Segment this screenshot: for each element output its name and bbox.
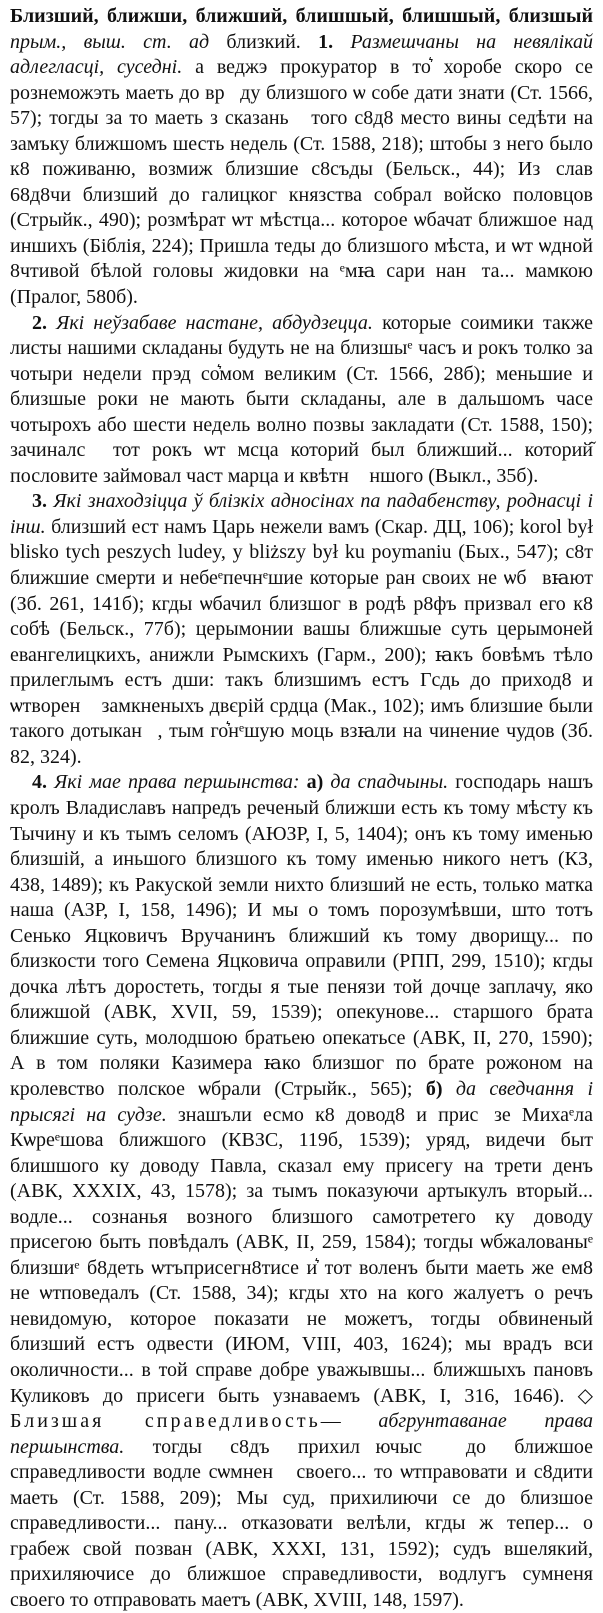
sense-4b-citations: знашъли есмо к8 довод8 и прис꙽зе Михаᵉла Кѡреᵉшова ближшого (КВЗС, 119б, 1539); уряд, видечи быт блишшого ку доводу Павла, сказал ему присегу на трети денъ (АВК, XXXIX, 43, 1578); за тымъ показуючи артыкулъ вторый... водле... сознанья возного близшого самотретего ку доводу присегою быть повѣдалъ (АВК, II, 259, 1584); тогды ѡбжалованыᵉ близшиᵉ б8деть ѡтъприсегн8тисе и͛ тот воленъ быти маеть же ем8 не ѡтповедалъ (Ст. 1588, 34); кгды хто на кого жалуетъ о речъ невидомую, которое показати не можетъ, тогды обвиненый близший естъ одвести (ИЮМ, VIII, 403, 1624); мы врадъ вси околичности... в той справе добре уважывшы... ближшыхъ пановъ Куликовъ до присеги быть узнаваемъ (АВК, I, 316, 1646). [10, 1103, 593, 1407]
sense-4-number: 4. [32, 771, 47, 794]
phrase-headword: Близшая справедливость [10, 1410, 321, 1433]
entry-base-word: близкий. [226, 30, 301, 53]
sense-1-number: 1. [318, 30, 334, 53]
phrase-diamond-icon: ◇ [577, 1384, 593, 1407]
sense-4b-label: б) [425, 1077, 443, 1100]
sense-3-citations: близший ест намъ Царь нежели вамъ (Скар. ДЦ, 106); korol był blisko tych peszych ludey, y bliższy był ku poymaniu (Бых., 547); с8т ближшие смерти и небеᵉпечнᵉшие которые ран своих не ѡб꙽вꙗют (Зб. 261, 141б); кгды ѡбачил близшог в родѣ р8фъ призвал его к8 собѣ (Бельск., 77б); церымонии вашы ближшые суть церымоней евангелицкихъ, анижли Рымскихъ (Гарм., 200); ꙗкъ бовѣмъ тѣло прилеглымъ естъ дши: такъ близшимъ естъ Гсдь до приход8 и ѡтворен꙽ замкненыхъ двєрій срдца (Мак., 102); имъ близшие были такого дотыкан꙽, тым го͛нᵉшую моць взꙗли на чинение чудов (Зб. 82, 324). [10, 515, 594, 768]
entry-sense-1 [10, 4, 593, 311]
phrase-citations: тогды с8дъ прихил꙽ючыс꙽ до ближшое справедливости водле сѡмнен꙽ своего... то ѡтправовати и с8дити маеть (Ст. 1588, 209); Мы суд, прихилиючи се до близшое справедливости... пану... отказовати велѣли, кгды ж тепер... о грабеж свой позван (АВК, XXXI, 131, 1592); судъ вшелякий, прихиляючисе до ближшое справедливости, водлугъ сумненя своего то отправовать маетъ (АВК, XVIII, 148, 1597). [10, 1435, 594, 1611]
sense-2-citations: которые соимики также листы нашими складаны будуть не на близшыᵉ часъ и рокъ толко за чотыри недели прэд со͛мом великим (Ст. 1566, 28б); меньшие и близшые роки не мають быти складаны, але в дальшомъ часе чотырохъ або шести недель волно позвы закладати (Ст. 1588, 150); зачиналс꙽ тот рокъ ѡт мсца которий был ближший... которий᷉ пословите займовал част марца и квѣтн꙽ ншого (Выкл., 35б). [10, 311, 593, 487]
sense-2-number: 2. [32, 311, 47, 334]
sense-4b-gloss: да сведчання і прысягі на судзе. [10, 1077, 593, 1126]
phrase-gloss: абгрунтаванае права першынства. [10, 1410, 593, 1458]
sense-2-gloss: Якi неўзабаве настане, абдудзецца. [56, 311, 373, 334]
sense-1-citations: а веджэ прокуратор в то͛ хоробе скоро се рознеможэть маеть до вр꙽ду близшого ѡ собе дати знати (Ст. 1566, 57); тогды за то маеть з сказань꙽ того с8д8 место вины седѣти на замъку ближшомъ шесть недель (Ст. 1588, 218); штобы з него было к8 поживаню, возмиж близшие с8съды (Бельск., 44); Из꙽слав 68д8чи близший до галицког князства собрал войско половцов (Стрыйк., 490); розмѣрат ѡт мѣстца... которое ѡбачат ближшое над иншихъ (Біблія, 224); Пришла теды до близшого мѣста, и ѡт ѡдной 8чтивой бѣлой головы жидовки на ᵉмꙗ сари нан꙽та... мамкою (Пралог, 580б). [10, 56, 594, 309]
entry-sense-3 [10, 489, 593, 770]
sense-4-gloss: Якi мае права першынства: [54, 771, 300, 794]
entry-grammar: прым., выш. ст. ад [10, 30, 210, 53]
sense-3-number: 3. [32, 490, 47, 513]
sense-4a-label: а) [306, 771, 324, 794]
sense-3-gloss: Якi знаходзiцца ў блiзкiх адносiнах па падабенству, роднасцi i iнш. [10, 490, 593, 538]
entry-sense-2 [10, 311, 593, 490]
sense-4a-citations: господарь нашъ кролъ Владиславъ напредъ реченый ближши есть къ тому мѣсту къ Тычину и къ тымъ селомъ (АЮЗР, I, 5, 1404); онъ къ тому именью близшій, а иньшого близшого къ тому именью никого нетъ (КЗ, 438, 1489); къ Ракуской земли нихто близший не есть, только матка наша (АЗР, I, 158, 1496); И мы о томъ порозумѣвши, што тотъ Сенько Яцковичъ Вручанинъ ближший къ тому дворищу... по близкости того Семена Яцковича оправили (РПП, 299, 1510); кгды дочка лѣтъ доростеть, тогды я тые пенязи той дочце заплачу, яко ближшой (АВК, XVII, 59, 1539); опекунове... старшого брата ближшие суть, молодшою братьею опекатьсе (АВК, II, 270, 1590); А в том поляки Казимера ꙗко близшог по брате рожоном на кролевство полское ѡбрали (Стрыйк., 565); [10, 771, 594, 1100]
sense-4a-gloss: да спадчыны. [330, 771, 449, 794]
phrase-dash: — [320, 1410, 341, 1433]
sense-1-gloss: Размешчаны на невялікай адлегласці, суседні. [10, 30, 594, 79]
entry-sense-4 [10, 770, 593, 1613]
entry-headword: Близший, ближши, ближший, блишшый, блишшый, близшый [10, 5, 593, 27]
